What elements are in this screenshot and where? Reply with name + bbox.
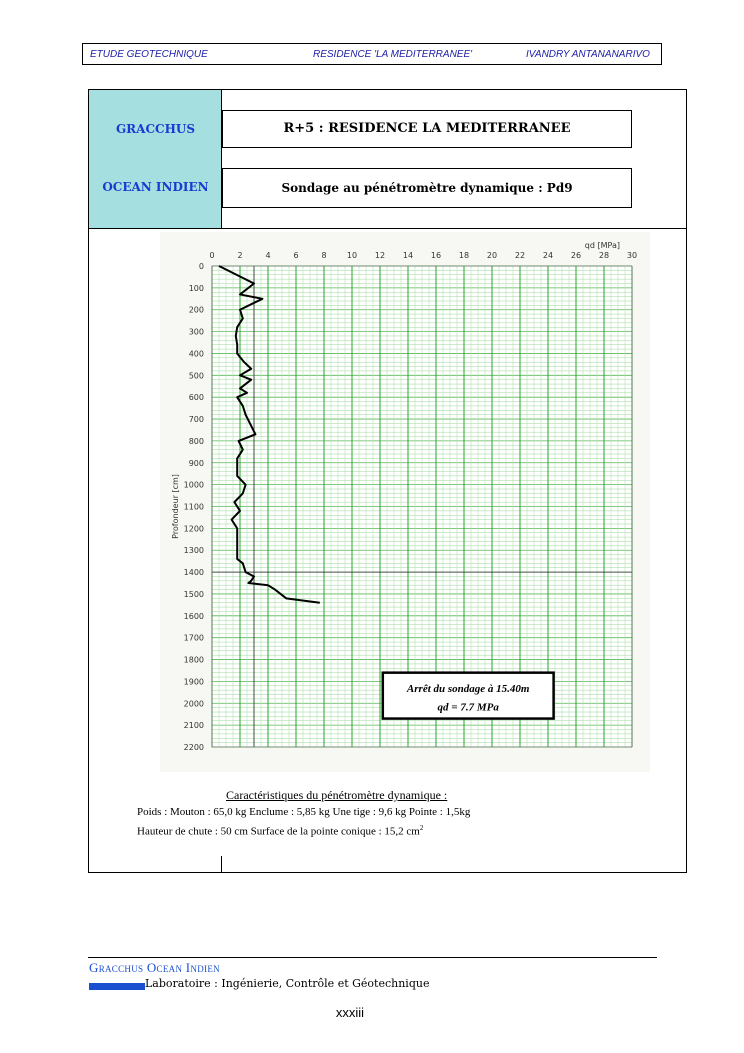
y-tick-label: 600	[188, 393, 204, 403]
y-tick-label: 400	[188, 349, 204, 359]
y-tick-label: 0	[198, 262, 204, 271]
header-left: ETUDE GEOTECHNIQUE	[90, 49, 208, 60]
y-tick-label: 1000	[183, 480, 204, 490]
y-tick-label: 800	[188, 436, 204, 446]
company-line1: GRACCHUS	[115, 122, 196, 136]
x-tick-label: 30	[626, 251, 638, 260]
y-tick-label: 1700	[183, 633, 204, 643]
project-title: R+5 : RESIDENCE LA MEDITERRANEE	[222, 110, 632, 148]
x-tick-label: 22	[514, 251, 526, 260]
x-tick-label: 0	[209, 251, 215, 260]
y-tick-label: 1400	[183, 568, 204, 578]
x-tick-label: 14	[402, 251, 414, 260]
y-tick-label: 700	[188, 415, 204, 425]
y-tick-label: 2100	[183, 721, 204, 731]
footer-bar	[89, 983, 145, 990]
y-tick-label: 1500	[183, 589, 204, 599]
y-tick-label: 1600	[183, 611, 204, 621]
characteristics-title: Caractéristiques du pénétromètre dynamique :	[226, 788, 448, 802]
test-title: Sondage au pénétromètre dynamique : Pd9	[222, 168, 632, 208]
footer-company: Gracchus Ocean Indien	[89, 960, 220, 975]
y-axis-label: Profondeur [cm]	[171, 474, 180, 539]
x-tick-label: 6	[293, 251, 299, 260]
footer-rule	[88, 957, 657, 958]
header-right: IVANDRY ANTANANARIVO	[526, 49, 650, 60]
x-tick-label: 26	[570, 251, 582, 260]
penetrometer-chart	[160, 232, 650, 772]
y-tick-label: 900	[188, 458, 204, 468]
characteristics-line1: Poids : Mouton : 65,0 kg Enclume : 5,85 kg Une tige : 9,6 kg Pointe : 1,5kg	[137, 806, 471, 818]
company-line2: OCEAN INDIEN	[102, 180, 209, 194]
x-tick-label: 8	[321, 251, 327, 260]
characteristics-line2-text: Hauteur de chute : 50 cm Surface de la pointe conique : 15,2 cm	[137, 825, 420, 838]
y-tick-label: 1300	[183, 546, 204, 556]
x-tick-label: 28	[598, 251, 610, 260]
y-tick-label: 200	[188, 305, 204, 315]
y-tick-label: 500	[188, 371, 204, 381]
y-tick-label: 2000	[183, 699, 204, 709]
y-tick-label: 1800	[183, 655, 204, 665]
x-tick-label: 24	[542, 251, 554, 260]
running-header	[82, 43, 662, 65]
company-panel	[89, 90, 222, 228]
x-tick-label: 20	[486, 251, 498, 260]
annotation-line1: Arrêt du sondage à 15.40m	[406, 682, 530, 695]
divider	[221, 856, 222, 872]
x-axis-label: qd [MPa]	[584, 241, 620, 250]
x-tick-label: 10	[346, 251, 358, 260]
page-number: xxxiii	[335, 1005, 365, 1020]
divider	[89, 228, 686, 229]
y-tick-label: 2200	[183, 743, 204, 752]
y-tick-label: 300	[188, 327, 204, 337]
y-tick-label: 1200	[183, 524, 204, 534]
x-tick-label: 16	[430, 251, 442, 260]
y-tick-label: 1100	[183, 502, 204, 512]
characteristics-line2	[137, 824, 423, 838]
x-tick-label: 4	[265, 251, 271, 260]
y-tick-label: 100	[188, 283, 204, 293]
x-tick-label: 2	[237, 251, 243, 260]
annotation-line2: qd = 7.7 MPa	[437, 701, 499, 714]
superscript: 2	[419, 824, 424, 832]
y-tick-label: 1900	[183, 677, 204, 687]
x-tick-label: 12	[374, 251, 386, 260]
x-tick-label: 18	[458, 251, 470, 260]
header-center: RESIDENCE 'LA MEDITERRANEE'	[313, 49, 473, 60]
footer-subtitle: Laboratoire : Ingénierie, Contrôle et Géotechnique	[145, 977, 430, 990]
